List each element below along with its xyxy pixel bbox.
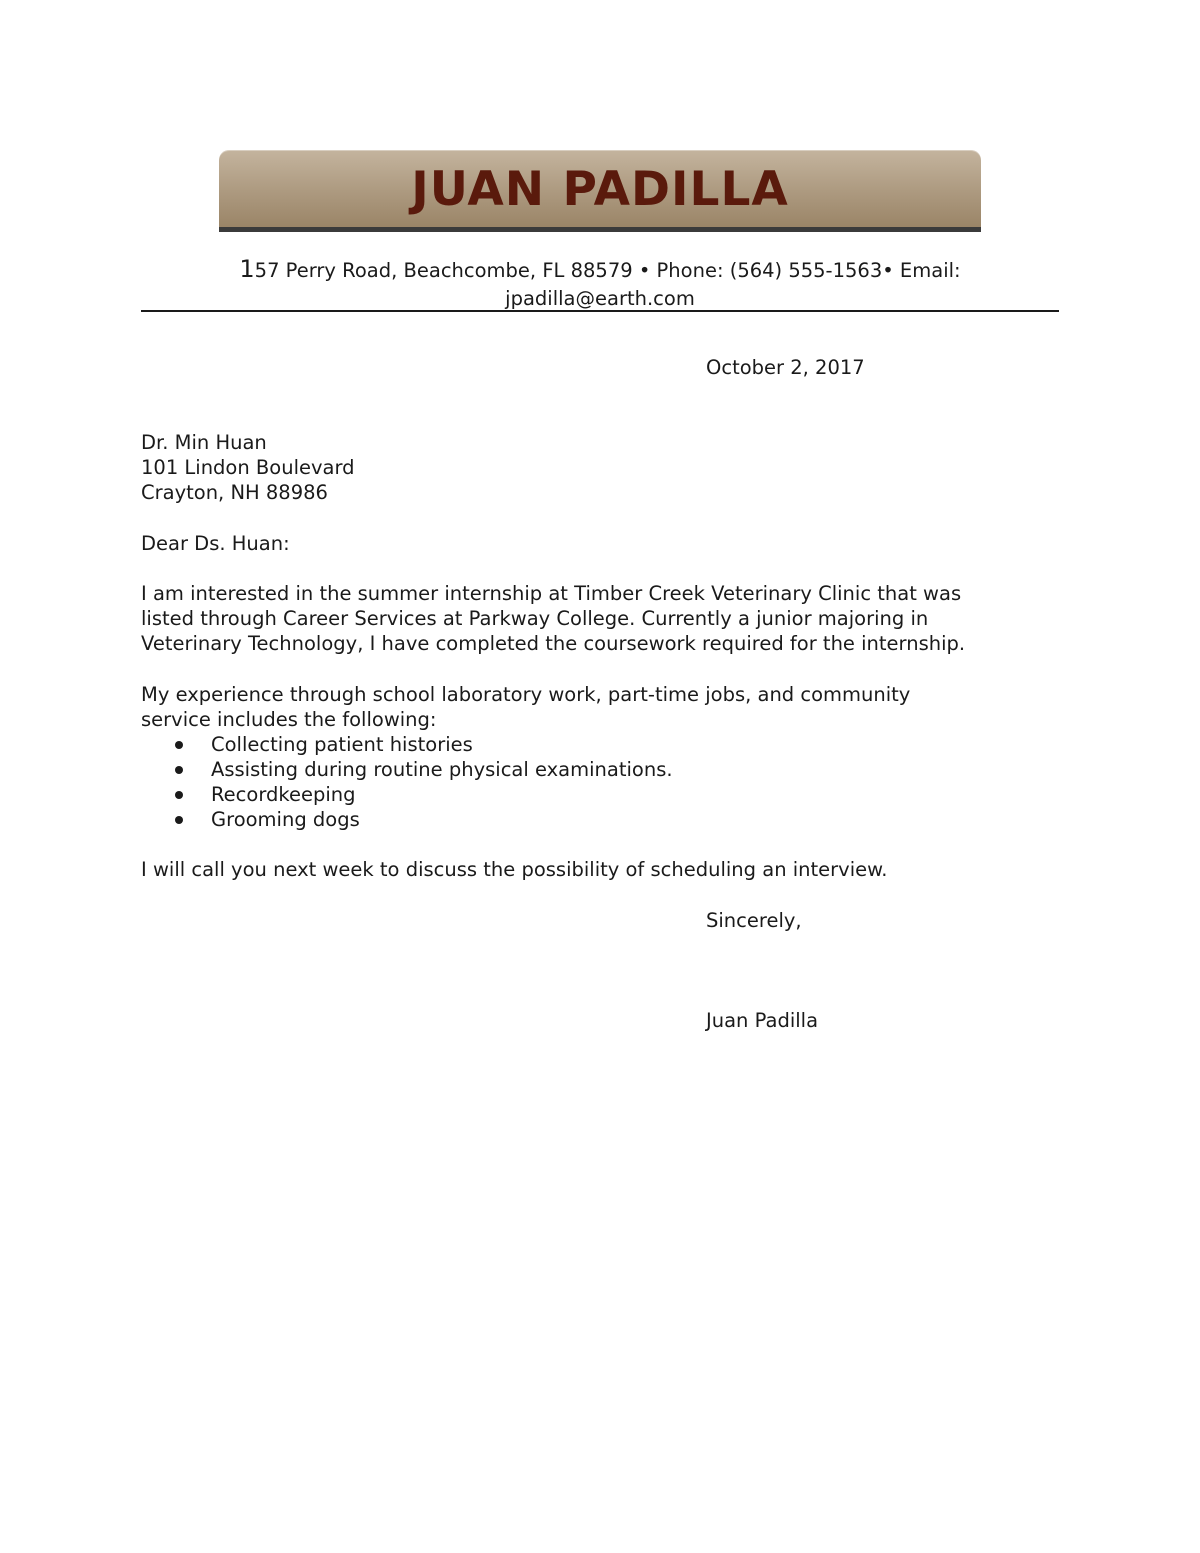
paragraph-line: My experience through school laboratory work, part-time jobs, and community (141, 683, 911, 706)
bullet-icon (175, 816, 183, 824)
applicant-name: JUAN PADILLA (411, 162, 789, 217)
list-item (141, 807, 673, 832)
salutation: Dear Ds. Huan: (141, 532, 290, 555)
paragraph-intro (141, 581, 965, 656)
paragraph-line: Veterinary Technology, I have completed the coursework required for the internship. (141, 632, 966, 655)
paragraph-experience (141, 682, 910, 732)
paragraph-line: listed through Career Services at Parkway College. Currently a junior majoring in (141, 607, 929, 630)
signature-name: Juan Padilla (706, 1009, 819, 1032)
bullet-icon (175, 766, 183, 774)
recipient-city: Crayton, NH 88986 (141, 481, 328, 504)
contact-email: jpadilla@earth.com (505, 287, 695, 310)
recipient-address (141, 430, 355, 505)
bullet-icon (175, 741, 183, 749)
paragraph-line: service includes the following: (141, 708, 437, 731)
list-item-text: Grooming dogs (211, 808, 360, 831)
contact-line-1: 57 Perry Road, Beachcombe, FL 88579 • Phone: (564) 555-1563• Email: (254, 259, 961, 282)
contact-first-char: 1 (239, 255, 255, 283)
list-item (141, 782, 673, 807)
list-item-text: Recordkeeping (211, 783, 356, 806)
recipient-name: Dr. Min Huan (141, 431, 267, 454)
banner-underline (219, 227, 981, 232)
list-item-text: Collecting patient histories (211, 733, 473, 756)
bullet-icon (175, 791, 183, 799)
list-item (141, 732, 673, 757)
recipient-street: 101 Lindon Boulevard (141, 456, 355, 479)
closing: Sincerely, (706, 909, 802, 932)
contact-info (141, 255, 1059, 313)
letter-date: October 2, 2017 (706, 356, 865, 379)
header-divider (141, 310, 1059, 312)
paragraph-followup: I will call you next week to discuss the possibility of scheduling an interview. (141, 858, 888, 881)
list-item-text: Assisting during routine physical examinations. (211, 758, 673, 781)
paragraph-line: I am interested in the summer internship at Timber Creek Veterinary Clinic that was (141, 582, 962, 605)
name-banner (219, 150, 981, 232)
list-item (141, 757, 673, 782)
experience-list (141, 732, 673, 832)
